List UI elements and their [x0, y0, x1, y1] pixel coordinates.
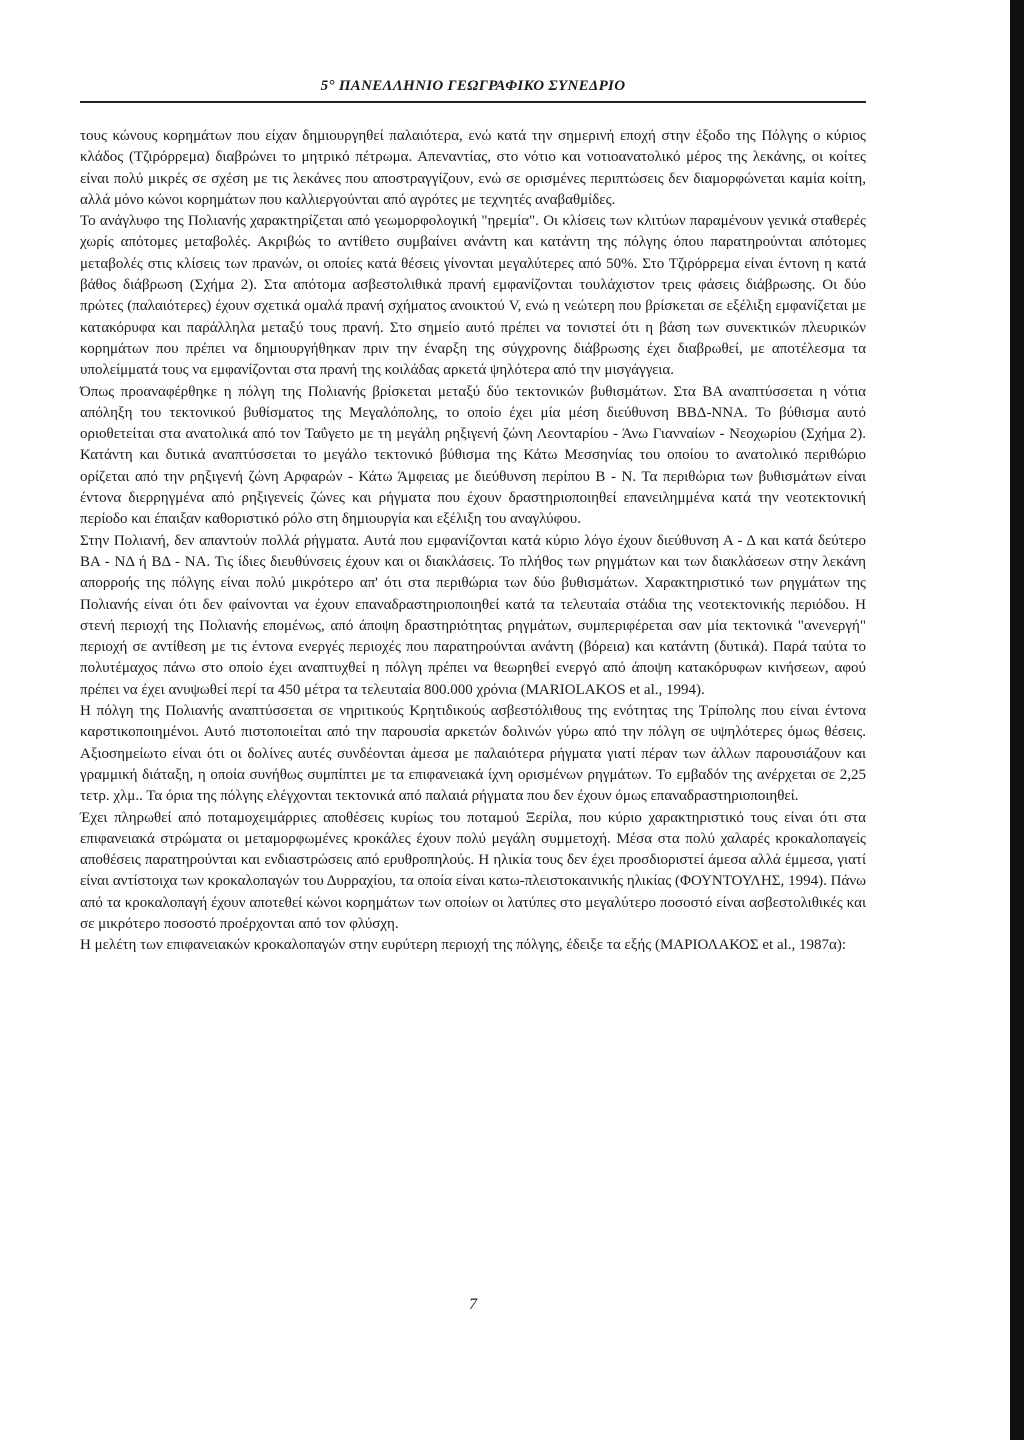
paragraph-5: Η πόλγη της Πολιανής αναπτύσσεται σε νηριτικούς Κρητιδικούς ασβεστόλιθους της ενότητας της Τρίπολης που είναι έντονα καρστικοποιημένοι. Αυτό πιστοποιείται από την παρουσία αρκετών δολινών γύρω από την πόλγη σε υψηλότερες όμως θέσεις. Αξιοσημείωτο είναι ότι οι δολίνες αυτές συνδέονται άμεσα με παλαιότερα ρήγματα γιατί πέραν των άλλων παρουσιάζουν και γραμμική διάταξη, η οποία συνήθως συμπίπτει με τα επιφανειακά ίχνη ορισμένων ρηγμάτων. Το εμβαδόν της ανέρχεται σε 2,25 τετρ. χλμ.. Τα όρια της πόλγης ελέγχονται τεκτονικά από παλαιά ρήγματα που δεν έχουν όμως επαναδραστηριοποιηθεί. [80, 703, 866, 805]
body-text [80, 126, 866, 957]
paragraph-3: Όπως προαναφέρθηκε η πόλγη της Πολιανής βρίσκεται μεταξύ δύο τεκτονικών βυθισμάτων. Στα ΒΑ αναπτύσσεται η νότια απόληξη του τεκτονικού βυθίσματος της Μεγαλόπολης, το οποίο έχει μία μέση διεύθυνση ΒΒΔ-ΝΝΑ. Το βύθισμα αυτό οριοθετείται στα ανατολικά από τον Ταΰγετο με τη μεγάλη ρηξιγενή ζώνη Λεονταρίου - Άνω Γιανναίων - Νεοχωρίου (Σχήμα 2). Κατάντη και δυτικά αναπτύσσεται το μεγάλο τεκτονικό βύθισμα της Κάτω Μεσσηνίας του οποίου το ανατολικό περιθώριο ορίζεται από την ρηξιγενή ζώνη Αρφαρών - Κάτω Άμφειας με διεύθυνση περίπου Β - Ν. Τα περιθώρια των βυθισμάτων είναι έντονα διερρηγμένα από ρηξιγενείς ζώνες και ρήγματα που έχουν δραστηριοποιηθεί επανειλημμένα κατά την νεοτεκτονική περίοδο και έπαιξαν καθοριστικό ρόλο στη δημιουργία και εξέλιξη του αναγλύφου. [80, 383, 866, 528]
paragraph-6: Έχει πληρωθεί από ποταμοχειμάρριες αποθέσεις κυρίως του ποταμού Ξερίλα, που κύριο χαρακτηριστικό τους είναι ότι στα επιφανειακά στρώματα οι μεταμορφωμένες κροκάλες έχουν πολύ μεγάλη συμμετοχή. Μέσα στα πολύ χαλαρές κροκαλοπαγείς αποθέσεις παρατηρούνται και ενδιαστρώσεις από ερυθροπηλούς. Η ηλικία τους δεν έχει προσδιοριστεί άμεσα αλλά έμμεσα, γιατί είναι αντίστοιχα των κροκαλοπαγών του Δυρραχίου, τα οποία είναι κατω-πλειστοκαινικής ηλικίας (ΦΟΥΝΤΟΥΛΗΣ, 1994). Πάνω από τα κροκαλοπαγή έχουν αποτεθεί κώνοι κορημάτων των οποίων οι λατύπες στο μεγαλύτερο ποσοστό είναι ασβεστολιθικές και σε μικρότερο ποσοστό προέρχονται από τον φλύσχη. [80, 809, 866, 932]
scan-edge [1010, 0, 1024, 1440]
paragraph-7: Η μελέτη των επιφανειακών κροκαλοπαγών στην ευρύτερη περιοχή της πόλγης, έδειξε τα εξής (ΜΑΡΙΟΛΑΚΟΣ et al., 1987α): [80, 937, 847, 954]
page-number: 7 [469, 1296, 477, 1313]
header-rule [80, 101, 866, 103]
paragraph-4: Στην Πολιανή, δεν απαντούν πολλά ρήγματα. Αυτά που εμφανίζονται κατά κύριο λόγο έχουν διεύθυνση Α - Δ και κατά δεύτερο ΒΑ - ΝΔ ή ΒΔ - ΝΑ. Τις ίδιες διευθύνσεις έχουν και οι διακλάσεις. Το πλήθος των ρηγμάτων και των διακλάσεων στην λεκάνη απορροής της πόλγης είναι πολύ μικρότερο απ' ότι στα περιθώρια των δύο βυθισμάτων. Χαρακτηριστικό των ρηγμάτων της Πολιανής είναι ότι δεν φαίνονται να έχουν επαναδραστηριοποιηθεί κατά τα τελευταία στάδια της νεοτεκτονικής περιόδου. Η στενή περιοχή της Πολιανής επομένως, από άποψη δραστηριότητας ρηγμάτων, συμπεριφέρεται σαν μία τεκτονικά "ανενεργή" περιοχή σε αντίθεση με τις έντονα ενεργές περιοχές που παρατηρούνται ανάντη (βόρεια) και κατάντη (δυτικά). Παρά ταύτα το πολυτέμαχος πάνω στο οποίο έχει αναπτυχθεί η πόλγη πρέπει να θεωρηθεί ενεργό από άποψη κατακόρυφων κινήσεων, αφού πρέπει να έχει ανυψωθεί περί τα 450 μέτρα τα τελευταία 800.000 χρόνια (MARIOLAKOS et al., 1994). [80, 532, 866, 698]
running-header: 5° ΠΑΝΕΛΛΗΝΙΟ ΓΕΩΓΡΑΦΙΚΟ ΣΥΝΕΔΡΙΟ [320, 78, 626, 94]
paragraph-2: Το ανάγλυφο της Πολιανής χαρακτηρίζεται από γεωμορφολογική "ηρεμία". Οι κλίσεις των κλιτύων παραμένουν γενικά σταθερές χωρίς απότομες μεταβολές. Ακριβώς το αντίθετο συμβαίνει ανάντη και κατάντη της πόλγης όπου παρατηρούνται απότομες μεταβολές στις κλίσεις των πρανών, οι οποίες κατά θέσεις γίνονται μεγαλύτερες από 50%. Στο Τζιρόρρεμα είναι έντονη η κατά βάθος διάβρωση (Σχήμα 2). Στα απότομα ασβεστολιθικά πρανή εμφανίζονται τουλάχιστον τρεις φάσεις διάβρωσης. Οι δύο πρώτες (παλαιότερες) έχουν σχετικά ομαλά πρανή σχήματος ανοικτού V, ενώ η νεώτερη που βρίσκεται σε εξέλιξη εμφανίζεται με κατακόρυφα και παράλληλα μεταξύ τους πρανή. Στο σημείο αυτό πρέπει να τονιστεί ότι η βάση των συνεκτικών πλευρικών κορημάτων που πρέπει να δημιουργήθηκαν πριν την έναρξη της σύγχρονης διάβρωσης έχει διαβρωθεί, με αποτέλεσμα τα υπολείμματά τους να εμφανίζονται στα πρανή της κοιλάδας αρκετά ψηλότερα από την μισγάγγεια. [80, 213, 866, 379]
paragraph-1: τους κώνους κορημάτων που είχαν δημιουργηθεί παλαιότερα, ενώ κατά την σημερινή εποχή στην έξοδο της Πόλγης ο κύριος κλάδος (Τζιρόρρεμα) διαβρώνει το μητρικό πέτρωμα. Απεναντίας, στο νότιο και νοτιοανατολικό μέρος της λεκάνης, οι κοίτες είναι πολύ μικρές σε σχέση με τις λεκάνες που αποστραγγίζουν, ενώ σε ορισμένες περιπτώσεις δεν διαμορφώνεται καμία κοίτη, αλλά μόνο κώνοι κορημάτων που καλλιεργούνται από αγρότες με τεχνητές αναβαθμίδες. [80, 128, 866, 208]
